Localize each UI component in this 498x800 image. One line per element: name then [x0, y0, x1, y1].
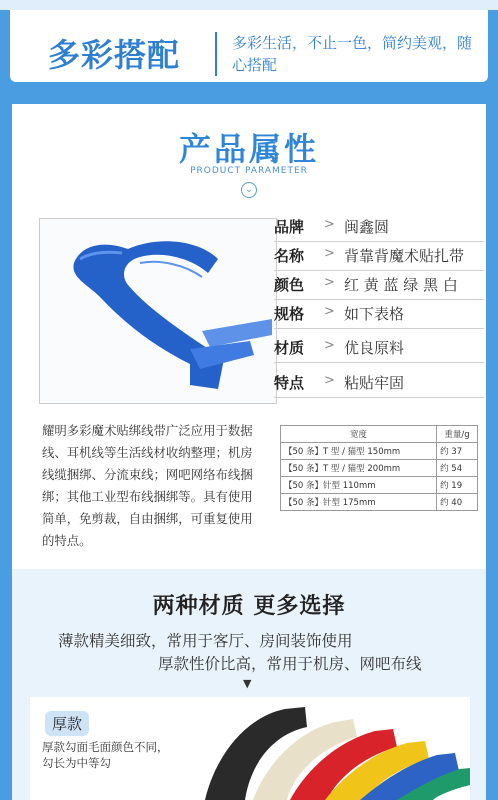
- thick-material-card: [30, 697, 470, 800]
- chevron-right-icon: >: [324, 338, 335, 353]
- attribute-label: 品牌: [274, 218, 305, 236]
- table-cell: 约 19: [437, 477, 478, 494]
- product-image: [39, 218, 277, 404]
- spec-table: [280, 425, 478, 511]
- table-cell: 【50 条】T 型 / 猫型 200mm: [281, 460, 437, 477]
- attribute-label: 颜色: [274, 276, 305, 294]
- divider: [274, 270, 484, 271]
- table-cell: 约 37: [437, 443, 478, 460]
- attribute-row-spec: [274, 301, 484, 329]
- attribute-row-brand: [274, 214, 484, 242]
- table-cell: 【50 条】针型 110mm: [281, 477, 437, 494]
- attribute-label: 规格: [274, 305, 305, 323]
- table-header-row: [281, 426, 478, 443]
- banner-title: 多彩搭配: [48, 36, 181, 74]
- table-cell: 【50 条】针型 175mm: [281, 494, 437, 511]
- attribute-row-feature: [274, 370, 484, 398]
- thin-material-text: 薄款精美细致，常用于客厅、房间装饰使用: [58, 632, 353, 650]
- chevron-right-icon: >: [324, 217, 335, 232]
- attribute-row-color: [274, 272, 484, 300]
- banner: [10, 10, 488, 82]
- banner-divider: [215, 32, 217, 76]
- divider: [274, 362, 484, 363]
- chevron-down-icon: ⌄: [241, 182, 257, 198]
- attribute-label: 材质: [274, 339, 305, 357]
- divider: [274, 397, 484, 398]
- table-cell: 约 40: [437, 494, 478, 511]
- chevron-right-icon: >: [324, 304, 335, 319]
- table-row: [281, 494, 478, 511]
- thick-description: 厚款勾面毛面颜色不同，勾长为中等勾: [42, 740, 169, 770]
- colored-straps-image: [175, 697, 470, 800]
- attribute-value: 红 黄 蓝 绿 黑 白: [344, 276, 458, 294]
- triangle-down-icon: ▼: [243, 677, 252, 690]
- attribute-value: 闽鑫圆: [344, 218, 390, 236]
- column-header: 宽度: [281, 426, 437, 443]
- chevron-right-icon: >: [324, 246, 335, 261]
- attribute-value: 如下表格: [344, 305, 405, 323]
- table-row: [281, 477, 478, 494]
- section-subtitle: PRODUCT PARAMETER: [190, 166, 308, 176]
- column-header: 重量/g: [437, 426, 478, 443]
- thick-material-text: 厚款性价比高，常用于机房、网吧布线: [158, 655, 422, 673]
- section-title: 产品属性: [178, 130, 319, 168]
- chevron-right-icon: >: [324, 373, 335, 388]
- attribute-row-material: [274, 335, 484, 363]
- table-cell: 约 54: [437, 460, 478, 477]
- attribute-value: 粘贴牢固: [344, 374, 405, 392]
- attribute-row-name: [274, 243, 484, 271]
- divider: [274, 241, 484, 242]
- thick-badge: 厚款: [45, 711, 89, 736]
- product-description: 耀明多彩魔术贴绑线带广泛应用于数据线、耳机线等生活线材收纳整理；机房线缆捆绑、分流束线；网吧网络布线捆绑；其他工业型布线捆绑等。具有使用简单，免剪裁，自由捆绑，可重复使用的特点。: [42, 423, 253, 548]
- divider: [274, 299, 484, 300]
- attribute-value: 优良原料: [344, 339, 405, 357]
- top-strip: [0, 0, 498, 10]
- chevron-right-icon: >: [324, 275, 335, 290]
- attribute-label: 名称: [274, 247, 305, 265]
- attribute-label: 特点: [274, 374, 305, 392]
- product-panel: [12, 104, 486, 800]
- divider: [274, 328, 484, 329]
- attribute-value: 背靠背魔术贴扎带: [344, 247, 465, 265]
- banner-description: 多彩生活，不止一色，简约美观，随心搭配: [232, 34, 473, 74]
- table-row: [281, 460, 478, 477]
- table-row: [281, 443, 478, 460]
- materials-section: [12, 569, 486, 800]
- table-cell: 【50 条】T 型 / 猫型 150mm: [281, 443, 437, 460]
- materials-title: 两种材质 更多选择: [152, 594, 346, 619]
